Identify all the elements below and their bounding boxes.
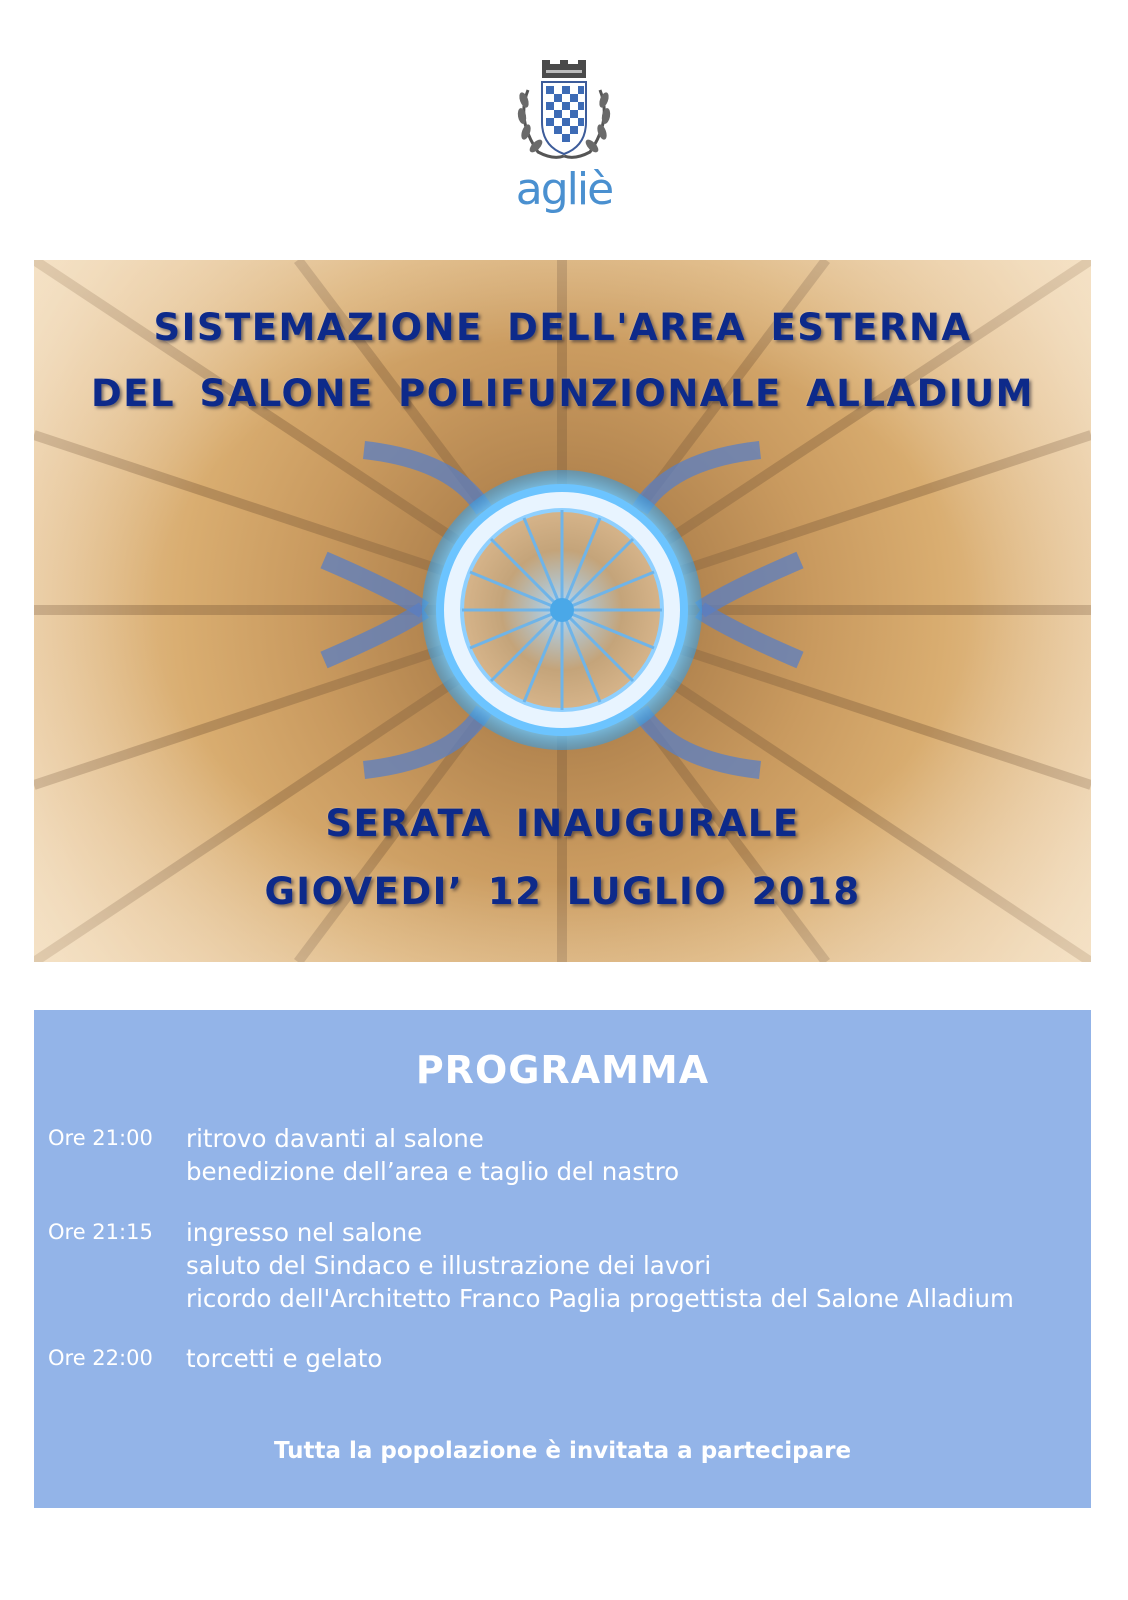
hero-banner	[34, 260, 1091, 962]
program-time: Ore 21:15	[48, 1220, 153, 1244]
municipal-logo	[508, 60, 620, 238]
program-title: PROGRAMMA	[415, 1048, 710, 1092]
hero-subtitle-line-1: SERATA INAUGURALE	[325, 802, 800, 845]
hero-subtitle-line-2: GIOVEDI’ 12 LUGLIO 2018	[264, 870, 861, 913]
program-description	[186, 1122, 679, 1188]
dome-ceiling-image	[34, 260, 1091, 962]
program-line: saluto del Sindaco e illustrazione dei lavori	[186, 1251, 712, 1280]
program-line: ingresso nel salone	[186, 1218, 423, 1247]
hero-title-line-1: SISTEMAZIONE DELL'AREA ESTERNA	[153, 306, 972, 349]
hero-title-line-2: DEL SALONE POLIFUNZIONALE ALLADIUM	[91, 372, 1034, 415]
program-line: torcetti e gelato	[186, 1344, 383, 1373]
program-description	[186, 1216, 1014, 1315]
program-time: Ore 21:00	[48, 1126, 153, 1150]
logo-wordmark: agliè	[515, 164, 613, 215]
coat-of-arms-icon	[508, 60, 620, 170]
program-time: Ore 22:00	[48, 1346, 153, 1370]
program-line: ritrovo davanti al salone	[186, 1124, 484, 1153]
program-line: ricordo dell'Architetto Franco Paglia progettista del Salone Alladium	[186, 1284, 1014, 1313]
program-line: benedizione dell’area e taglio del nastro	[186, 1157, 680, 1186]
program-panel	[34, 1010, 1091, 1508]
program-description	[186, 1342, 382, 1375]
program-footer: Tutta la popolazione è invitata a partecipare	[273, 1438, 852, 1464]
